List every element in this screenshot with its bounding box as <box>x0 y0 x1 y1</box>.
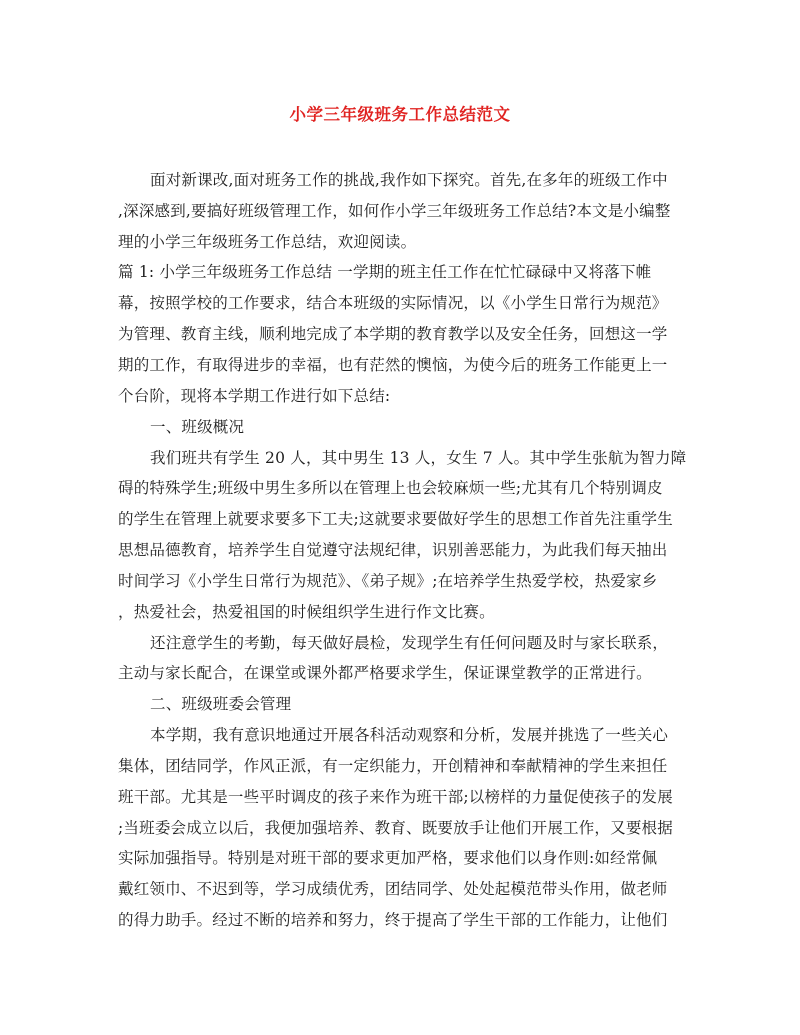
text-line: 碍的特殊学生;班级中男生多所以在管理上也会较麻烦一些;尤其有几个特别调皮 <box>118 479 663 497</box>
text-line: 主动与家长配合，在课堂或课外都严格要求学生，保证课堂教学的正常进行。 <box>118 664 652 682</box>
text-line: 班干部。尤其是一些平时调皮的孩子来作为班干部;以榜样的力量促使孩子的发展 <box>118 788 673 806</box>
text-line: ,深深感到,要搞好班级管理工作，如何作小学三年级班务工作总结?本文是小编整 <box>118 202 671 220</box>
text-line: 二、班级班委会管理 <box>150 695 292 713</box>
text-line: 期的工作，有取得进步的幸福，也有茫然的懊恼，为使今后的班务工作能更上一 <box>118 356 668 374</box>
text-line: 的得力助手。经过不断的培养和努力，终于提高了学生干部的工作能力，让他们 <box>118 911 668 929</box>
document-title: 小学三年级班务工作总结范文 <box>289 105 511 124</box>
text-line: 个台阶，现将本学期工作进行如下总结: <box>118 387 391 405</box>
text-line: 戴红领巾、不迟到等，学习成绩优秀，团结同学、处处起模范带头作用，做老师 <box>118 880 668 898</box>
text-line: 理的小学三年级班务工作总结，欢迎阅读。 <box>118 233 417 251</box>
text-line: 还注意学生的考勤，每天做好晨检，发现学生有任何问题及时与家长联系， <box>150 634 669 652</box>
text-line: 为管理、教育主线，顺利地完成了本学期的教育教学以及安全任务，回想这一学 <box>118 325 668 343</box>
text-line: 思想品德教育，培养学生自觉遵守法规纪律，识别善恶能力，为此我们每天抽出 <box>118 541 668 559</box>
text-line: 我们班共有学生 20 人，其中男生 13 人，女生 7 人。其中学生张航为智力障 <box>150 449 687 467</box>
text-line: 集体，团结同学，作风正派，有一定织能力，开创精神和奉献精神的学生来担任 <box>118 757 668 775</box>
text-line: 一、班级概况 <box>150 418 245 436</box>
text-line: 时间学习《小学生日常行为规范》、《弟子规》;在培养学生热爱学校，热爱家乡 <box>118 572 658 590</box>
text-line: 本学期，我有意识地通过开展各科活动观察和分析，发展并挑选了一些关心 <box>150 726 669 744</box>
text-line: 的学生在管理上就要求要多下工夫;这就要求要做好学生的思想工作首先注重学生 <box>118 510 673 528</box>
text-line: 面对新课改,面对班务工作的挑战,我作如下探究。首先,在多年的班级工作中 <box>150 171 668 189</box>
text-line: ，热爱社会，热爱祖国的时候组织学生进行作文比赛。 <box>118 603 495 621</box>
text-line: 幕，按照学校的工作要求，结合本班级的实际情况，以《小学生日常行为规范》 <box>118 294 668 312</box>
text-line: 篇 1: 小学三年级班务工作总结 一学期的班主任工作在忙忙碌碌中又将落下帷 <box>118 263 652 281</box>
text-line: ;当班委会成立以后，我便加强培养、教育、既要放手让他们开展工作，又要根据 <box>118 819 673 837</box>
text-line: 实际加强指导。特别是对班干部的要求更加严格，要求他们以身作则:如经常佩 <box>118 849 658 867</box>
